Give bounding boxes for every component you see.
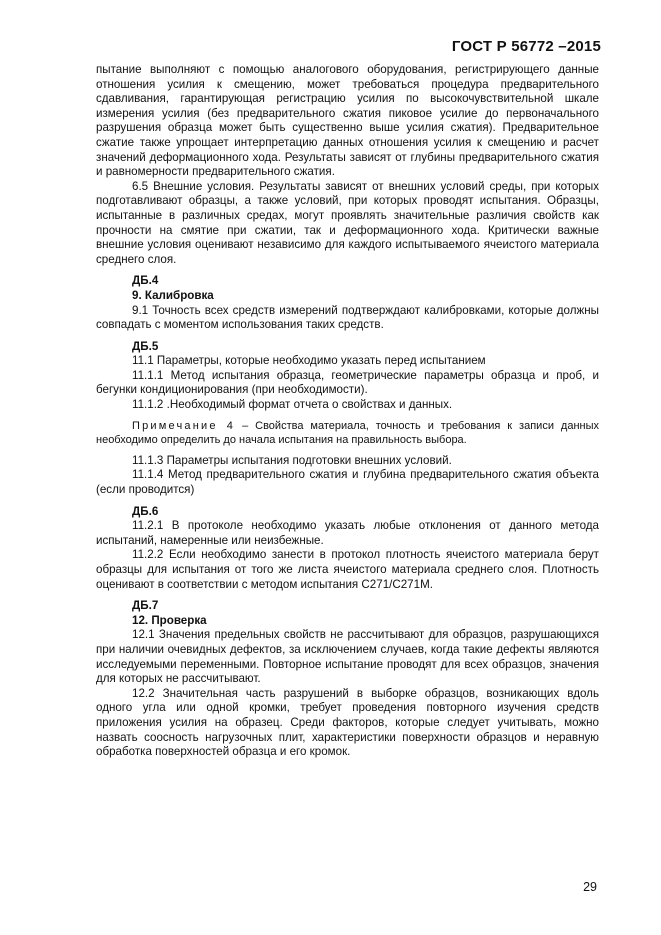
standard-header: ГОСТ Р 56772 –2015 xyxy=(451,38,601,55)
paragraph-11-1-4: 11.1.4 Метод предварительного сжатия и глубина предварительного сжатия объекта (если проводится) xyxy=(96,468,599,497)
paragraph-continuation: пытание выполняют с помощью аналогового оборудования, регистрирующего данные отношения усилия к смещению, может требоваться процедура предварительного сдавливания, гарантирующая регистрацию усилия по высокочувствительной шкале измерения усилия (без предварительного сжатия пиковое усилие до первоначального разрушения образца может быть существенно выше усилия сжатия). Предварительное сжатие также упрощает интерпретацию данных отношения усилия к смещению и расчет значений деформационного хода. Результаты зависят от глубины предварительного сжатия и равномерности предварительного сжатия. xyxy=(96,63,599,179)
paragraph-11-2-2: 11.2.2 Если необходимо занести в протокол плотность ячеистого материала берут образцы для испытания от того же листа ячеистого материала среднего слоя. Плотность оценивают в соответствии с методом испытания C271/C271M. xyxy=(96,548,599,591)
paragraph-9-1: 9.1 Точность всех средств измерений подтверждают калибровками, которые должны совпадать с моментом использования таких средств. xyxy=(96,303,599,332)
section-heading-calibration: 9. Калибровка xyxy=(132,288,214,302)
paragraph-12-1: 12.1 Значения предельных свойств не рассчитывают для образцов, разрушающихся при наличии очевидных дефектов, за исключением случаев, когда такие дефекты являются исследуемыми переменными. Повторное испытание проводят для всех образцов, значения для которых не рассчитывают. xyxy=(96,628,599,686)
page-number: 29 xyxy=(583,880,597,894)
paragraph-11-2-1: 11.2.1 В протоколе необходимо указать любые отклонения от данного метода испытаний, намеренные или неизбежные. xyxy=(96,519,599,547)
paragraph-11-1-1: 11.1.1 Метод испытания образца, геометрические параметры образца и проб, и бегунки кондиционирования (при необходимости). xyxy=(96,368,599,397)
paragraph-11-1-3: 11.1.3 Параметры испытания подготовки внешних условий. xyxy=(132,453,452,467)
paragraph-12-2: 12.2 Значительная часть разрушений в выборке образцов, возникающих вдоль одного угла или одной кромки, требует проведения повторного изучения средств приложения усилия на образец. Среди факторов, которые следует учитывать, можно назвать соосность нагрузочных плит, характеристики поверхности образцов и неравную обработка поверхностей образца и его кромок. xyxy=(96,686,599,759)
document-body xyxy=(96,63,599,760)
reference-db7: ДБ.7 xyxy=(132,599,159,613)
section-heading-verification: 12. Проверка xyxy=(132,613,207,627)
paragraph-11-1: 11.1 Параметры, которые необходимо указать перед испытанием xyxy=(132,354,486,368)
note-4 xyxy=(96,419,599,448)
note-label: Примечание 4 xyxy=(132,419,236,432)
paragraph-11-1-2: 11.1.2 .Необходимый формат отчета о свойствах и данных. xyxy=(132,398,453,412)
reference-db4: ДБ.4 xyxy=(132,274,159,288)
paragraph-6-5: 6.5 Внешние условия. Результаты зависят от внешних условий среды, при которых подготавливают образцы, а также условий, при которых проводят испытания. Образцы, испытанные в различных средах, могут проявлять значительные различия свойств как прочности на смятие при сжатии, так и деформационного хода. Критически важные внешние условия оценивают независимо для каждого испытываемого ячеистого материала среднего слоя. xyxy=(96,179,599,266)
reference-db5: ДБ.5 xyxy=(132,339,159,353)
note-text: – Свойства материала, точность и требования к записи данных необходимо определить до начала испытания на правильность выбора. xyxy=(96,419,600,447)
reference-db6: ДБ.6 xyxy=(132,504,159,518)
